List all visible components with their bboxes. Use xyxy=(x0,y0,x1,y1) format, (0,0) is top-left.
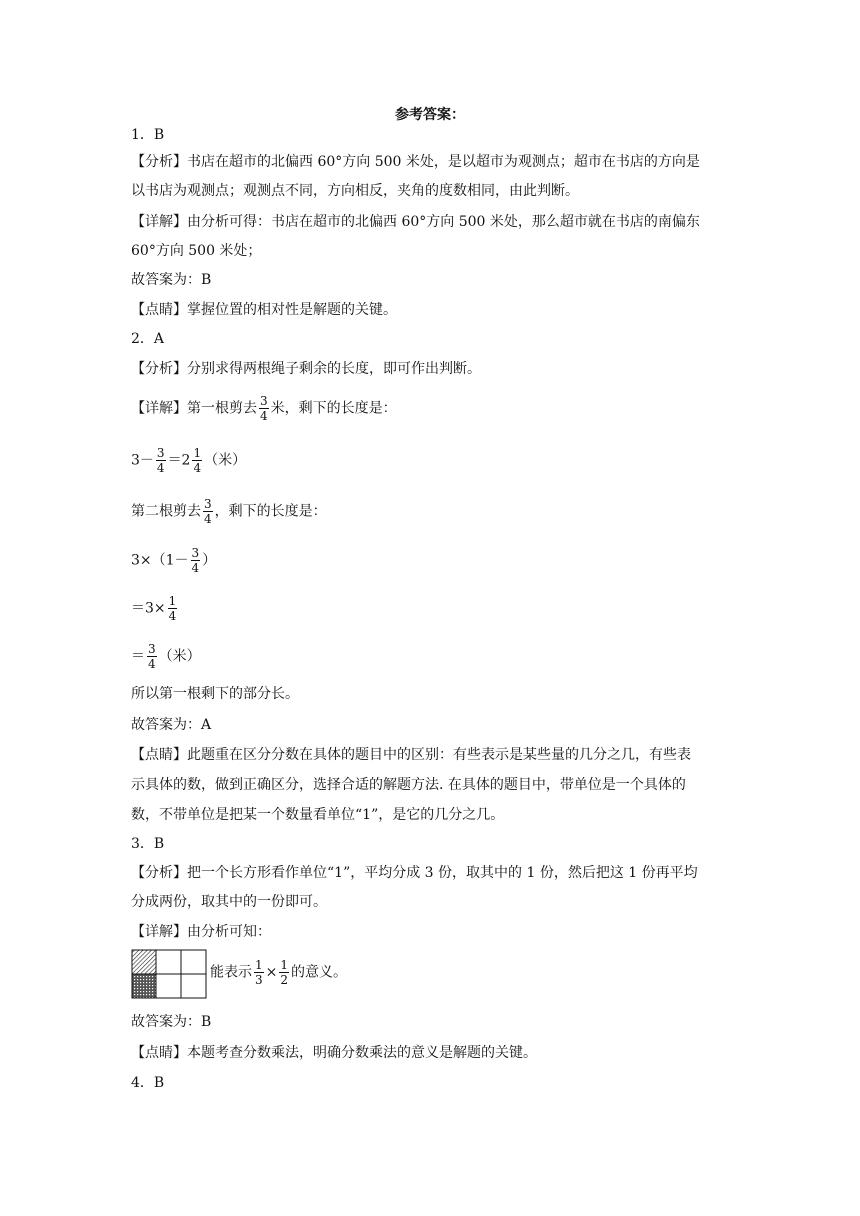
q1-comment: 【点睛】掌握位置的相对性是解题的关键。 xyxy=(131,302,397,318)
q2-equation-2: 3×（1－ $\frac{3}{4}$ ） xyxy=(131,546,217,575)
fraction-three-quarters: $\frac{3}{4}$ xyxy=(148,642,156,671)
q3-figure-caption: 能表示 $\frac{1}{3}$ × $\frac{1}{2}$ 的意义。 xyxy=(210,958,348,987)
q2-comment-line-2: 示具体的数，做到正确区分，选择合适的解题方法. 在具体的题目中，带单位是一个具体的 xyxy=(131,777,686,793)
q2-second-line: 第二根剪去 $\frac{3}{4}$ ，剩下的长度是： xyxy=(131,497,327,526)
q2-equation-3: ＝3× $\frac{1}{4}$ xyxy=(131,594,177,623)
q1-detail-line-2: 60°方向 500 米处； xyxy=(131,243,262,259)
fraction-one-quarter: $\frac{1}{4}$ xyxy=(168,594,177,623)
q2-answer: 故答案为：A xyxy=(131,717,212,733)
fraction-three-quarters: $\frac{3}{4}$ xyxy=(156,446,165,475)
q2-comment-line-1: 【点睛】此题重在区分分数在具体的题目中的区别：有些表示是某些量的几分之几，有些表 xyxy=(131,747,691,763)
fraction-three-quarters: $\frac{3}{4}$ xyxy=(260,394,268,423)
q2-number: 2．A xyxy=(131,331,165,347)
q3-answer: 故答案为：B xyxy=(131,1014,212,1030)
q3-comment: 【点睛】本题考查分数乘法，明确分数乘法的意义是解题的关键。 xyxy=(131,1045,537,1061)
q2-comment-line-3: 数，不带单位是把某一个数量看单位“1”，是它的几分之几。 xyxy=(131,807,505,823)
q2-equation-4: ＝ $\frac{3}{4}$ （米） xyxy=(131,642,201,671)
q1-answer: 故答案为：B xyxy=(131,272,212,288)
q2-detail-line xyxy=(131,394,397,423)
q2-equation-1: 3－ $\frac{3}{4}$ ＝2 $\frac{1}{4}$ （米） xyxy=(131,446,247,475)
q1-number: 1．B xyxy=(131,127,165,143)
q3-analysis-line-2: 分成两份，取其中的一份即可。 xyxy=(131,894,327,910)
q2-detail-prefix: 【详解】第一根剪去 xyxy=(131,400,257,417)
q3-number: 3．B xyxy=(131,836,165,852)
q1-analysis-line-2: 以书店为观测点；观测点不同，方向相反，夹角的度数相同，由此判断。 xyxy=(131,183,579,199)
q2-detail-suffix: 米，剩下的长度是： xyxy=(270,400,397,417)
q2-conclusion: 所以第一根剩下的部分长。 xyxy=(131,686,299,702)
fraction-one-third: $\frac{1}{3}$ xyxy=(255,958,263,987)
fraction-grid-figure xyxy=(131,949,207,999)
fraction-three-quarters: $\frac{3}{4}$ xyxy=(191,546,200,575)
page-title: 参考答案： xyxy=(395,107,465,123)
q1-detail-line-1: 【详解】由分析可得：书店在超市的北偏西 60°方向 500 米处，那么超市就在书店的南偏东 xyxy=(131,214,700,230)
q3-analysis-line-1: 【分析】把一个长方形看作单位“1”，平均分成 3 份，取其中的 1 份，然后把这 1 份再平均 xyxy=(131,865,698,881)
q2-analysis: 【分析】分别求得两根绳子剩余的长度，即可作出判断。 xyxy=(131,361,481,377)
fraction-one-quarter: $\frac{1}{4}$ xyxy=(193,446,202,475)
fraction-one-half: $\frac{1}{2}$ xyxy=(280,958,289,987)
double-shaded-cell xyxy=(132,974,156,998)
q3-detail: 【详解】由分析可知： xyxy=(131,924,271,940)
q4-number: 4．B xyxy=(131,1075,165,1091)
q1-analysis-line-1: 【分析】书店在超市的北偏西 60°方向 500 米处，是以超市为观测点；超市在书店的方向是 xyxy=(131,154,700,170)
shaded-third-cell xyxy=(132,950,156,974)
fraction-three-quarters: $\frac{3}{4}$ xyxy=(204,497,212,526)
